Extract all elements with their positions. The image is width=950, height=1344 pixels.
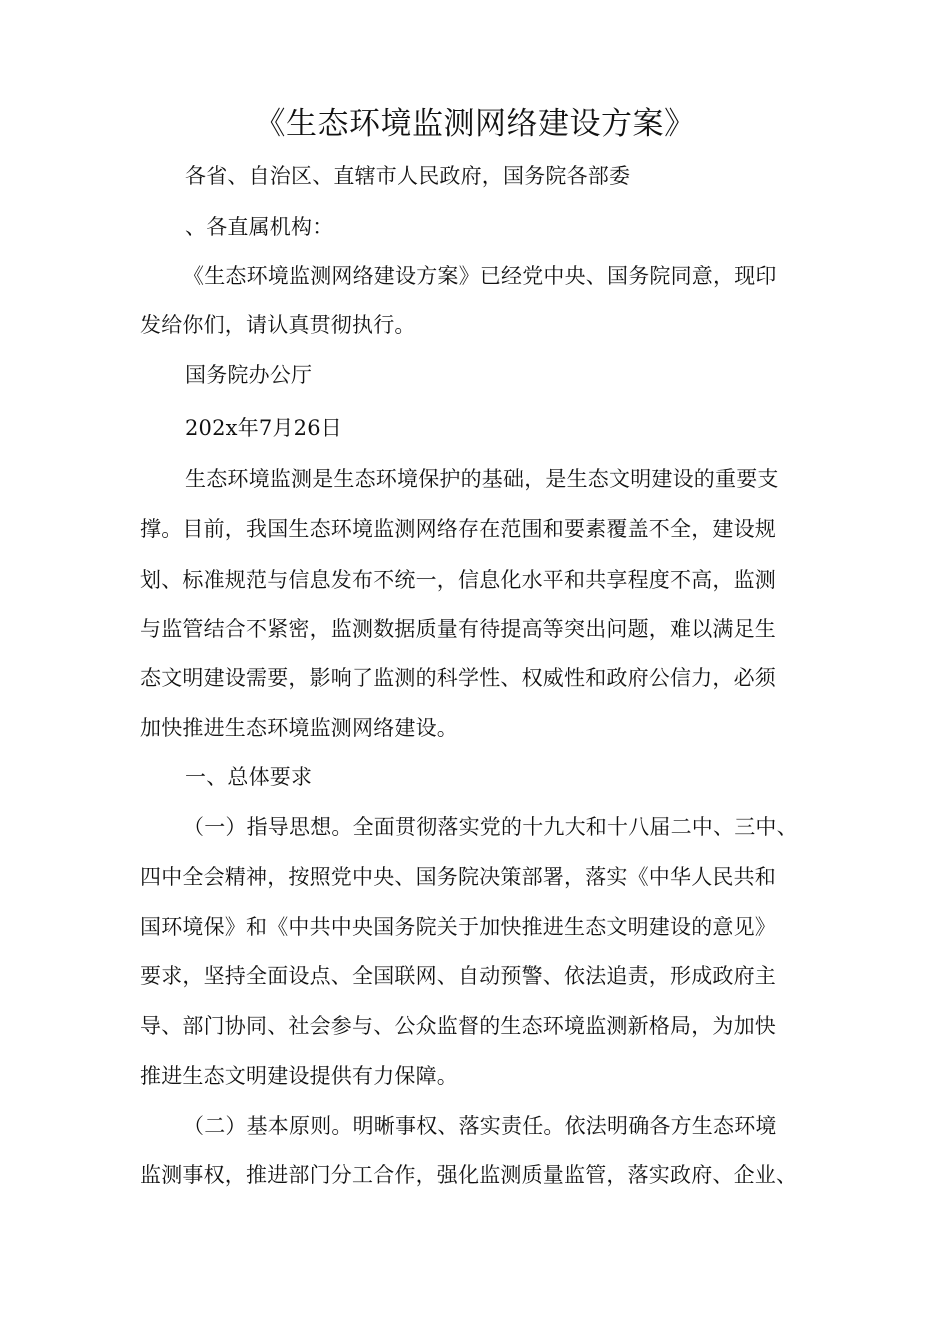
document-title: 《生态环境监测网络建设方案》 xyxy=(254,106,696,142)
paragraph-line: 与监管结合不紧密，监测数据质量有待提高等突出问题，难以满足生 xyxy=(140,617,776,641)
addressee-line-2: 、各直属机构： xyxy=(185,215,334,239)
issuer: 国务院办公厅 xyxy=(185,363,313,387)
paragraph-line: 撑。目前，我国生态环境监测网络存在范围和要素覆盖不全，建设规 xyxy=(140,517,776,541)
issue-date: 202x年7月26日 xyxy=(185,416,343,440)
paragraph-line: 导、部门协同、社会参与、公众监督的生态环境监测新格局，为加快 xyxy=(140,1014,776,1038)
paragraph-line: 推进生态文明建设提供有力保障。 xyxy=(140,1064,458,1088)
addressee-line-1: 各省、自治区、直辖市人民政府，国务院各部委 xyxy=(185,164,631,188)
paragraph-line: 要求，坚持全面设点、全国联网、自动预警、依法追责，形成政府主 xyxy=(140,964,776,988)
section-heading: 一、总体要求 xyxy=(185,765,313,789)
paragraph-line: （一）指导思想。全面贯彻落实党的十九大和十八届二中、三中、 xyxy=(183,815,798,839)
notice-line-1: 《生态环境监测网络建设方案》已经党中央、国务院同意，现印 xyxy=(183,264,777,288)
notice-line-2: 发给你们，请认真贯彻执行。 xyxy=(140,313,416,337)
paragraph-line: 加快推进生态环境监测网络建设。 xyxy=(140,716,458,740)
paragraph-line: 生态环境监测是生态环境保护的基础，是生态文明建设的重要支 xyxy=(185,467,779,491)
paragraph-line: （二）基本原则。明晰事权、落实责任。依法明确各方生态环境 xyxy=(183,1114,777,1138)
paragraph-line: 国环境保》和《中共中央国务院关于加快推进生态文明建设的意见》 xyxy=(140,915,776,939)
paragraph-line: 监测事权，推进部门分工合作，强化监测质量监管，落实政府、企业、 xyxy=(140,1163,798,1187)
paragraph-line: 态文明建设需要，影响了监测的科学性、权威性和政府公信力，必须 xyxy=(140,666,776,690)
paragraph-line: 划、标准规范与信息发布不统一，信息化水平和共享程度不高，监测 xyxy=(140,568,776,592)
paragraph-line: 四中全会精神，按照党中央、国务院决策部署，落实《中华人民共和 xyxy=(140,865,776,889)
